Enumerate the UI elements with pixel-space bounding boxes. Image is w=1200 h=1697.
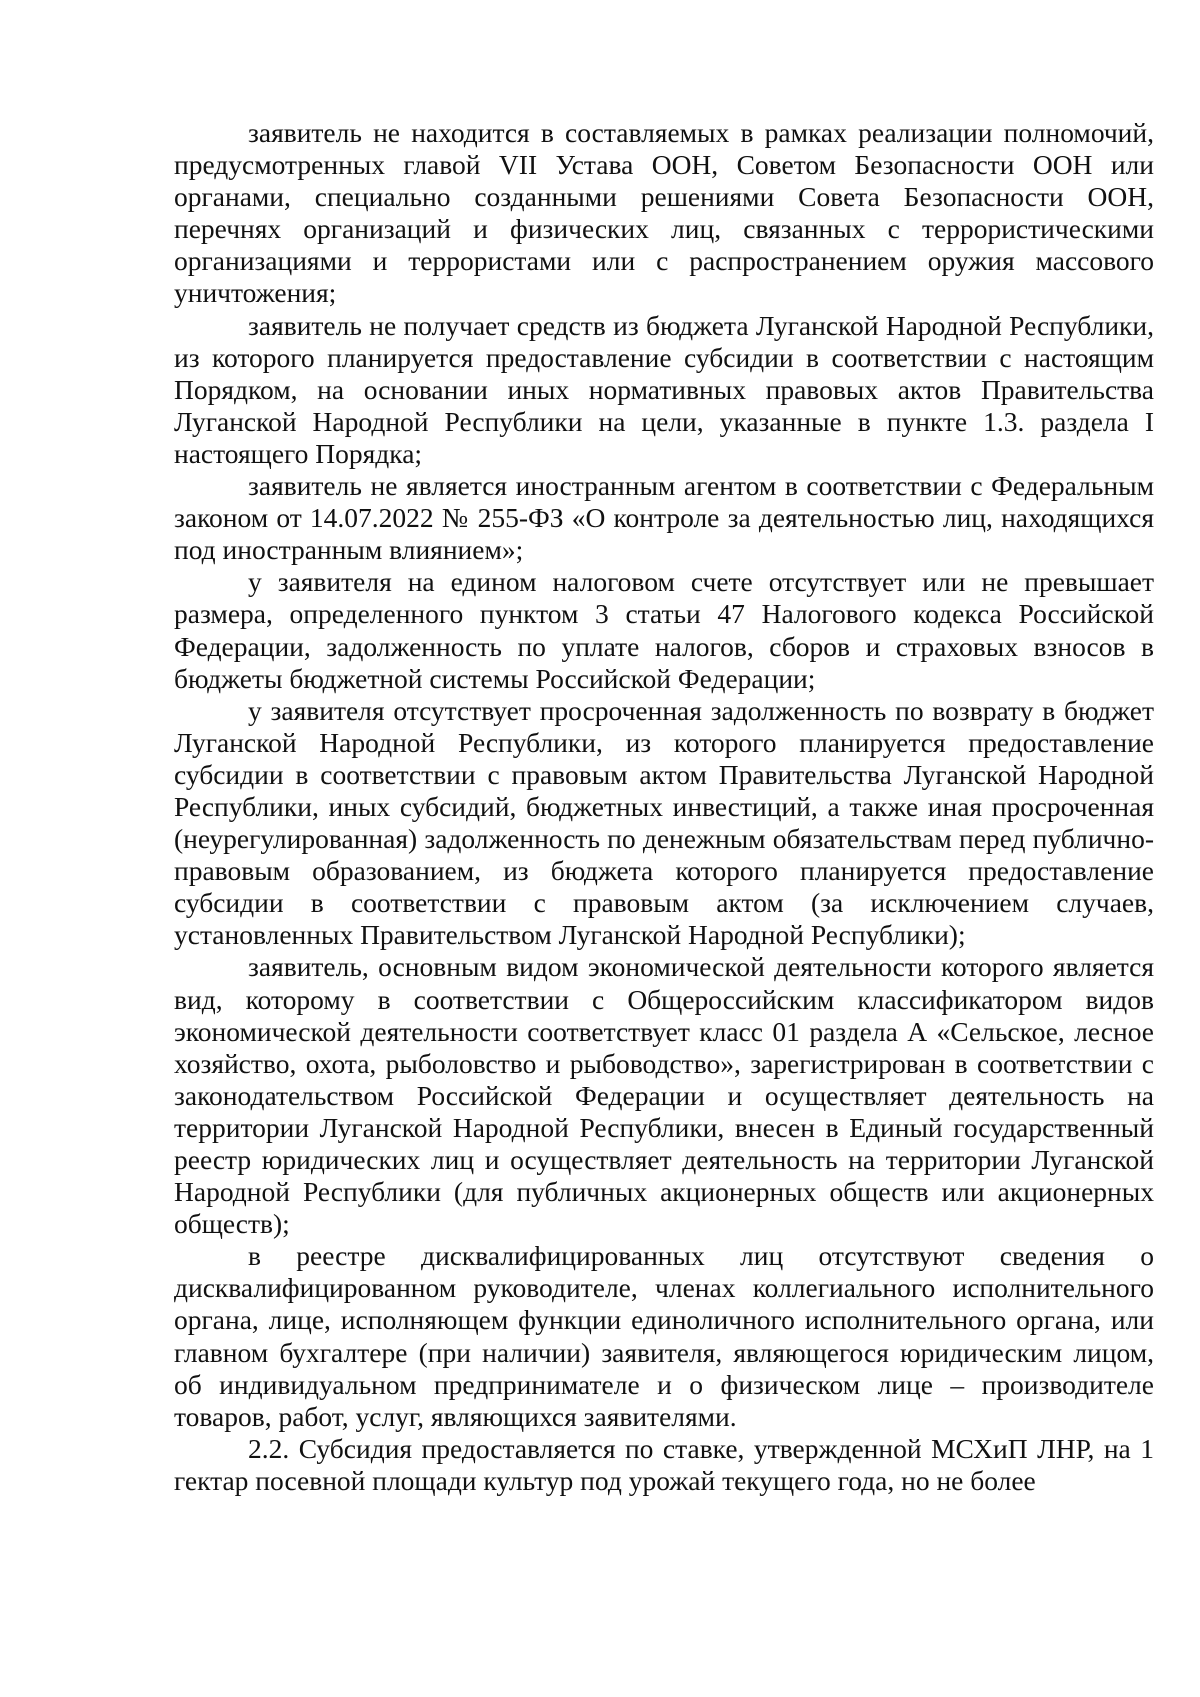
paragraph-not-foreign-agent: заявитель не является иностранным агентом в соответствии с Федеральным законом от 14.07.2022 № 255-ФЗ «О контроле за деятельностью лиц, находящихся под иностранным влиянием»;	[174, 470, 1154, 566]
paragraph-subsidy-rate: 2.2. Субсидия предоставляется по ставке, утвержденной МСХиП ЛНР, на 1 гектар посевной площади культур под урожай текущего года, но не более	[174, 1432, 1154, 1496]
paragraph-no-budget-funds: заявитель не получает средств из бюджета Луганской Народной Республики, из которого планируется предоставление субсидии в соответствии с настоящим Порядком, на основании иных нормативных правовых актов Правительства Луганской Народной Республики на цели, указанные в пункте 1.3. раздела I настоящего Порядка;	[174, 309, 1154, 469]
paragraph-un-sanctions-list: заявитель не находится в составляемых в рамках реализации полномочий, предусмотренных главой VII Устава ООН, Советом Безопасности ООН или органами, специально созданными решениями Совета Безопасности ООН, перечнях организаций и физических лиц, связанных с террористическими организациями и террористами или с распространением оружия массового уничтожения;	[174, 117, 1154, 309]
paragraph-economic-activity: заявитель, основным видом экономической деятельности которого является вид, которому в соответствии с Общероссийским классификатором видов экономической деятельности соответствует класс 01 раздела А «Сельское, лесное хозяйство, охота, рыболовство и рыбоводство», зарегистрирован в соответствии с законодательством Российской Федерации и осуществляет деятельность на территории Луганской Народной Республики, внесен в Единый государственный реестр юридических лиц и осуществляет деятельность на территории Луганской Народной Республики (для публичных акционерных обществ или акционерных обществ);	[174, 951, 1154, 1240]
paragraph-disqualified-persons: в реестре дисквалифицированных лиц отсутствуют сведения о дисквалифицированном руководителе, членах коллегиального исполнительного органа, лице, исполняющем функции единоличного исполнительного органа, или главном бухгалтере (при наличии) заявителя, являющегося юридическим лицом, об индивидуальном предпринимателе и о физическом лице – производителе товаров, работ, услуг, являющихся заявителями.	[174, 1240, 1154, 1432]
paragraph-tax-debt: у заявителя на едином налоговом счете отсутствует или не превышает размера, определенного пунктом 3 статьи 47 Налогового кодекса Российской Федерации, задолженность по уплате налогов, сборов и страховых взносов в бюджеты бюджетной системы Российской Федерации;	[174, 566, 1154, 694]
paragraph-overdue-debt: у заявителя отсутствует просроченная задолженность по возврату в бюджет Луганской Народной Республики, из которого планируется предоставление субсидии в соответствии с правовым актом Правительства Луганской Народной Республики, иных субсидий, бюджетных инвестиций, а также иная просроченная (неурегулированная) задолженность по денежным обязательствам перед публично-правовым образованием, из бюджета которого планируется предоставление субсидии в соответствии с правовым актом (за исключением случаев, установленных Правительством Луганской Народной Республики);	[174, 694, 1154, 951]
document-body	[174, 117, 1154, 1497]
